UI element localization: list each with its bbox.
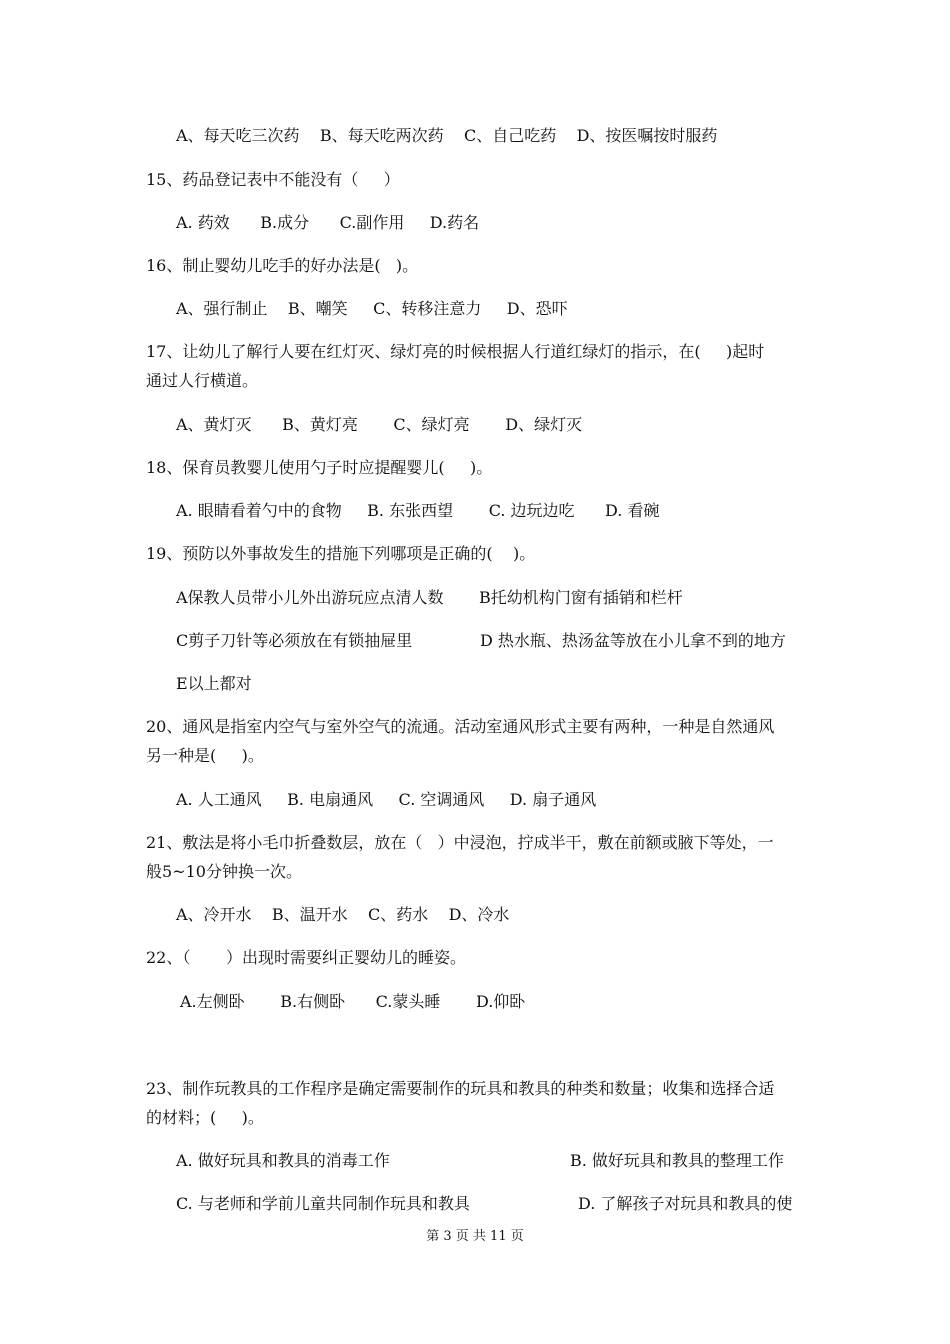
q19-option-c: C剪子刀针等必须放在有锁抽屉里 xyxy=(176,631,413,650)
q17-options: A、黄灯灭 B、黄灯亮 C、绿灯亮 D、绿灯灭 xyxy=(176,415,583,434)
q21-question-line1: 21、敷法是将小毛巾折叠数层，放在（ ）中浸泡，拧成半干，敷在前额或腋下等处，一 xyxy=(146,833,774,852)
q16-question: 16、制止婴幼儿吃手的好办法是( )。 xyxy=(146,256,419,275)
q20-question-line1: 20、通风是指室内空气与室外空气的流通。活动室通风形式主要有两种，一种是自然通风 xyxy=(146,717,775,736)
q17-question-line1: 17、让幼儿了解行人要在红灯灭、绿灯亮的时候根据人行道红绿灯的指示，在( )起时 xyxy=(146,342,765,361)
q21-question-line2: 般5~10分钟换一次。 xyxy=(146,862,302,881)
q23-option-a: A. 做好玩具和教具的消毒工作 xyxy=(176,1151,390,1170)
q23-option-c: C. 与老师和学前儿童共同制作玩具和教具 xyxy=(176,1194,470,1213)
q18-options: A. 眼睛看着勺中的食物 B. 东张西望 C. 边玩边吃 D. 看碗 xyxy=(176,501,660,520)
q19-option-e: E以上都对 xyxy=(176,674,252,693)
q21-options: A、冷开水 B、温开水 C、药水 D、冷水 xyxy=(176,905,510,924)
q16-options: A、强行制止 B、嘲笑 C、转移注意力 D、恐吓 xyxy=(176,299,568,318)
q23-option-d: D. 了解孩子对玩具和教具的使 xyxy=(578,1194,793,1213)
q23-question-line2: 的材料；( )。 xyxy=(146,1108,264,1127)
q20-question-line2: 另一种是( )。 xyxy=(146,746,264,765)
q20-options: A. 人工通风 B. 电扇通风 C. 空调通风 D. 扇子通风 xyxy=(176,790,597,809)
q23-option-b: B. 做好玩具和教具的整理工作 xyxy=(570,1151,784,1170)
q22-question: 22、（ ）出现时需要纠正婴幼儿的睡姿。 xyxy=(146,948,466,967)
q23-question-line1: 23、制作玩教具的工作程序是确定需要制作的玩具和教具的种类和数量；收集和选择合适 xyxy=(146,1079,775,1098)
q15-question: 15、药品登记表中不能没有（ ） xyxy=(146,170,400,189)
q19-question: 19、预防以外事故发生的措施下列哪项是正确的( )。 xyxy=(146,544,536,563)
page-footer: 第 3 页 共 11 页 xyxy=(426,1229,524,1244)
q18-question: 18、保育员教婴儿使用勺子时应提醒婴儿( )。 xyxy=(146,458,493,477)
q19-option-a: A保教人员带小儿外出游玩应点清人数 xyxy=(176,588,444,607)
q19-option-d: D 热水瓶、热汤盆等放在小儿拿不到的地方 xyxy=(480,631,786,650)
q19-option-b: B托幼机构门窗有插销和栏杆 xyxy=(479,588,683,607)
q17-question-line2: 通过人行横道。 xyxy=(146,371,259,390)
q14-options: A、每天吃三次药 B、每天吃两次药 C、自己吃药 D、按医嘱按时服药 xyxy=(176,126,718,145)
q22-options: A.左侧卧 B.右侧卧 C.蒙头睡 D.仰卧 xyxy=(180,992,526,1011)
q15-options: A. 药效 B.成分 C.副作用 D.药名 xyxy=(176,213,480,232)
